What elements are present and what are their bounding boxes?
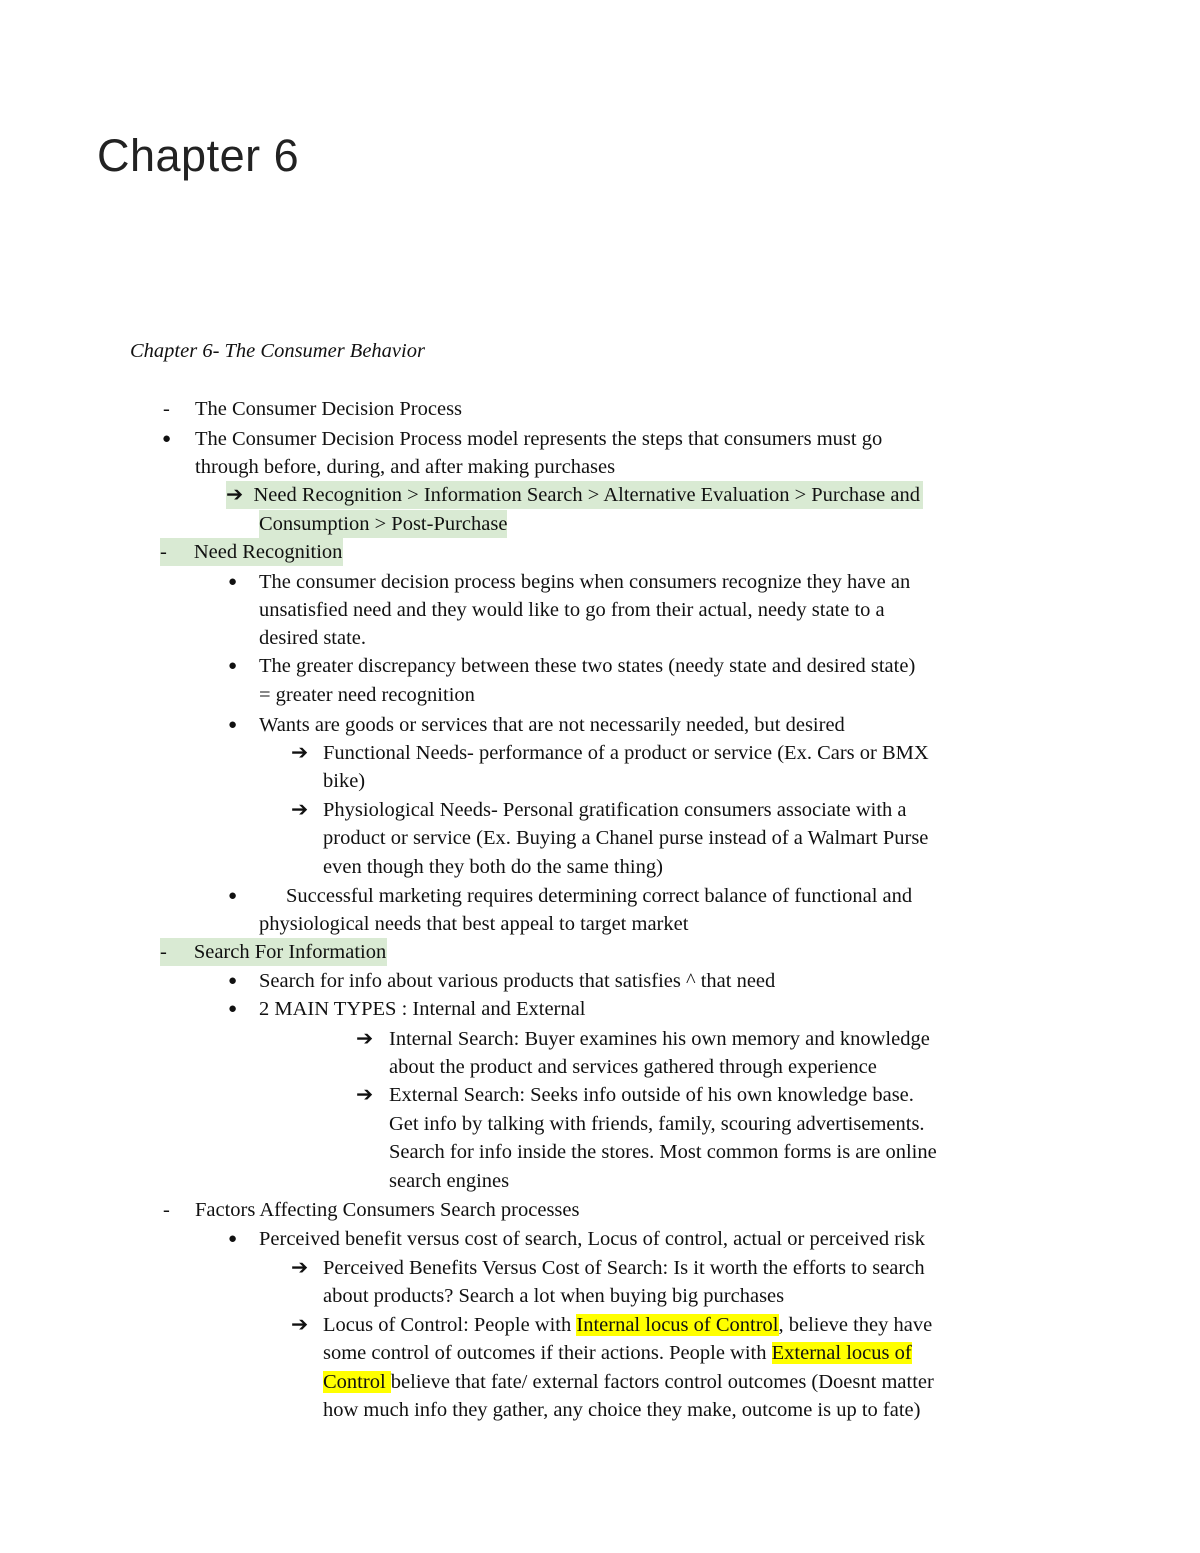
text-segment: Locus of Control: People with bbox=[323, 1314, 577, 1336]
section-heading-text: Need Recognition bbox=[193, 541, 343, 563]
list-item: = greater need recognition bbox=[259, 684, 475, 706]
arrow-marker: ➔ bbox=[356, 1084, 374, 1106]
arrow-marker: ➔ bbox=[356, 1028, 374, 1050]
list-item: The Consumer Decision Process model represents the steps that consumers must go bbox=[195, 428, 883, 450]
sub-list-item: Physiological Needs- Personal gratification consumers associate with a bbox=[323, 799, 907, 821]
sub-list-item: Get info by talking with friends, family, scouring advertisements. bbox=[389, 1113, 925, 1135]
document-subtitle: Chapter 6- The Consumer Behavior bbox=[130, 340, 425, 362]
highlighted-process-steps bbox=[226, 481, 923, 509]
sub-list-item: Perceived Benefits Versus Cost of Search: Is it worth the efforts to search bbox=[323, 1257, 925, 1279]
text-segment: believe that fate/ external factors control outcomes (Doesnt matter bbox=[390, 1371, 934, 1393]
highlighted-process-steps: Consumption > Post-Purchase bbox=[259, 510, 507, 538]
dash-marker: - bbox=[163, 1199, 170, 1221]
highlighted-term: Control bbox=[323, 1371, 391, 1393]
list-item: The consumer decision process begins when consumers recognize they have an bbox=[259, 571, 911, 593]
list-item: Wants are goods or services that are not necessarily needed, but desired bbox=[259, 714, 845, 736]
list-item: physiological needs that best appeal to target market bbox=[259, 913, 689, 935]
bullet-marker: ● bbox=[228, 717, 238, 733]
sub-list-item: Functional Needs- performance of a product or service (Ex. Cars or BMX bbox=[323, 742, 929, 764]
page-title: Chapter 6 bbox=[97, 130, 300, 181]
arrow-marker: ➔ bbox=[291, 1314, 309, 1336]
sub-list-item: about the product and services gathered through experience bbox=[389, 1056, 877, 1078]
section-heading bbox=[160, 938, 387, 966]
dash-marker: - bbox=[160, 941, 167, 963]
text-segment: some control of outcomes if their actions. People with bbox=[323, 1342, 772, 1364]
section-heading: The Consumer Decision Process bbox=[195, 398, 463, 420]
process-steps-text: Need Recognition > Information Search > Alternative Evaluation > Purchase and bbox=[253, 484, 921, 506]
sub-list-item: product or service (Ex. Buying a Chanel purse instead of a Walmart Purse bbox=[323, 827, 929, 849]
sub-list-item: Internal Search: Buyer examines his own memory and knowledge bbox=[389, 1028, 930, 1050]
sub-list-item bbox=[323, 1311, 932, 1339]
sub-list-item: Search for info inside the stores. Most common forms is are online bbox=[389, 1141, 937, 1163]
text-segment: , believe they have bbox=[778, 1314, 933, 1336]
sub-list-item bbox=[323, 1339, 912, 1367]
dash-marker: - bbox=[160, 541, 167, 563]
arrow-marker: ➔ bbox=[291, 799, 309, 821]
bullet-marker: ● bbox=[228, 574, 238, 590]
arrow-marker: ➔ bbox=[291, 1257, 309, 1279]
list-item: through before, during, and after making purchases bbox=[195, 456, 616, 478]
bullet-marker: ● bbox=[228, 888, 238, 904]
highlighted-term: Internal locus of Control bbox=[576, 1314, 779, 1336]
list-item: unsatisfied need and they would like to go from their actual, needy state to a bbox=[259, 599, 885, 621]
sub-list-item: even though they both do the same thing) bbox=[323, 856, 663, 878]
section-heading-text: Search For Information bbox=[193, 941, 387, 963]
list-item: The greater discrepancy between these two states (needy state and desired state) bbox=[259, 655, 916, 677]
bullet-marker: ● bbox=[228, 973, 238, 989]
dash-marker: - bbox=[163, 398, 170, 420]
bullet-marker: ● bbox=[228, 1001, 238, 1017]
arrow-marker: ➔ bbox=[226, 484, 244, 506]
bullet-marker: ● bbox=[162, 431, 172, 447]
list-item: Search for info about various products that satisfies ^ that need bbox=[259, 970, 776, 992]
sub-list-item: External Search: Seeks info outside of his own knowledge base. bbox=[389, 1084, 914, 1106]
sub-list-item: how much info they gather, any choice they make, outcome is up to fate) bbox=[323, 1399, 921, 1421]
sub-list-item: bike) bbox=[323, 770, 366, 792]
section-heading bbox=[160, 538, 343, 566]
list-item: 2 MAIN TYPES : Internal and External bbox=[259, 998, 586, 1020]
sub-list-item: about products? Search a lot when buying big purchases bbox=[323, 1285, 785, 1307]
list-item: Successful marketing requires determining correct balance of functional and bbox=[286, 885, 913, 907]
arrow-marker: ➔ bbox=[291, 742, 309, 764]
sub-list-item bbox=[323, 1368, 934, 1396]
highlighted-term: External locus of bbox=[771, 1342, 912, 1364]
list-item: desired state. bbox=[259, 627, 367, 649]
list-item: Perceived benefit versus cost of search, Locus of control, actual or perceived risk bbox=[259, 1228, 925, 1250]
bullet-marker: ● bbox=[228, 1231, 238, 1247]
sub-list-item: search engines bbox=[389, 1170, 510, 1192]
section-heading: Factors Affecting Consumers Search processes bbox=[195, 1199, 580, 1221]
bullet-marker: ● bbox=[228, 658, 238, 674]
